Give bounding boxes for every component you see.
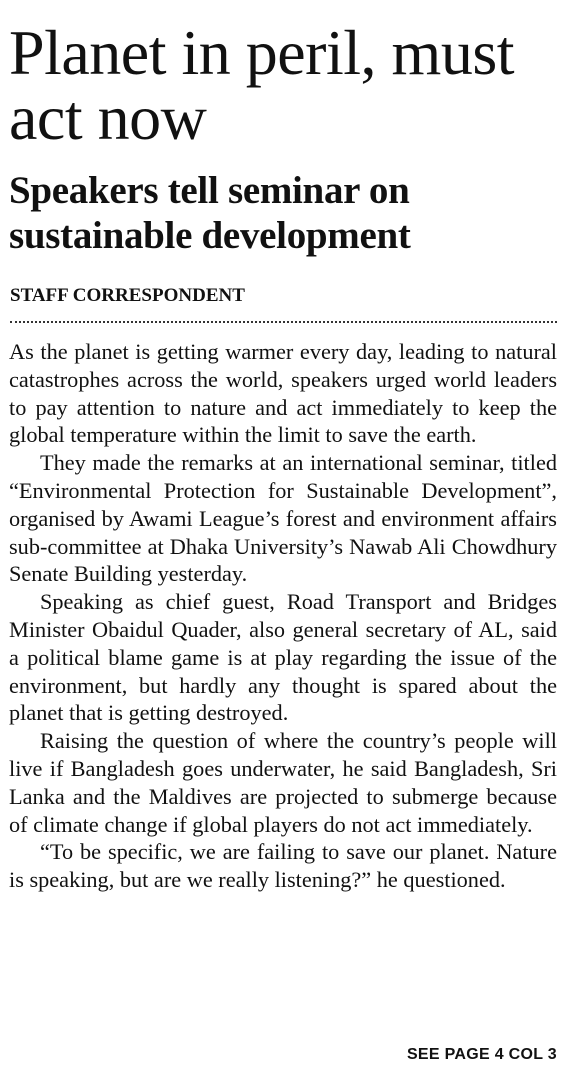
paragraph: They made the remarks at an international seminar, titled “Environmental Protection for Sustainable Development”, organised by Awami League’s forest and environment affairs sub-committee at Dhaka University’s Nawab Ali Chowdhury Senate Building yesterday.: [9, 450, 557, 587]
article-body: [9, 338, 557, 894]
dotted-divider: [10, 321, 557, 323]
paragraph: As the planet is getting warmer every day, leading to natural catastrophes across the world, speakers urged world leaders to pay attention to nature and act immediately to keep the global temperature within the limit to save the earth.: [9, 339, 557, 448]
continuation-reference: SEE PAGE 4 COL 3: [406, 1046, 557, 1063]
headline: Planet in peril, must act now: [9, 17, 514, 153]
byline: STAFF CORRESPONDENT: [10, 285, 245, 306]
paragraph: Speaking as chief guest, Road Transport and Bridges Minister Obaidul Quader, also general secretary of AL, said a political blame game is at play regarding the issue of the environment, but hardly any thought is spared about the planet that is getting destroyed.: [9, 589, 557, 726]
paragraph: Raising the question of where the country’s people will live if Bangladesh goes underwater, he said Bangladesh, Sri Lanka and the Maldives are projected to submerge because of climate change if global players do not act immediately.: [9, 728, 557, 837]
paragraph: “To be specific, we are failing to save our planet. Nature is speaking, but are we really listening?” he questioned.: [9, 839, 557, 893]
subheadline: Speakers tell seminar on sustainable development: [9, 169, 411, 257]
